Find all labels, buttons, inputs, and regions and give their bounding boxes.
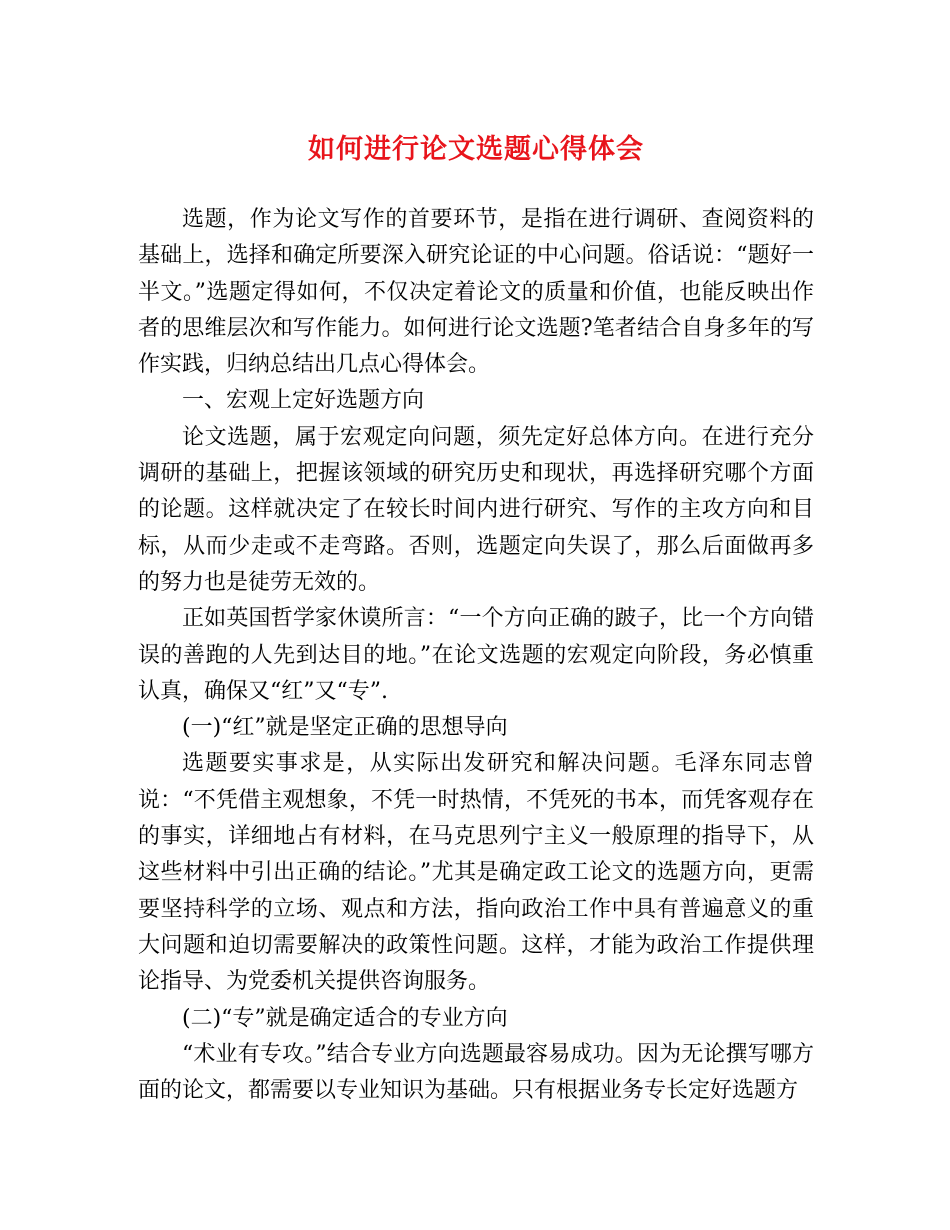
paragraph-professional: “术业有专攻。”结合专业方向选题最容易成功。因为无论撰写哪方面的论文，都需要以专业知识为基础。只有根据业务专长定好选题方 (138, 1041, 814, 1104)
paragraph-red: 选题要实事求是，从实际出发研究和解决问题。毛泽东同志曾说：“不凭借主观想象，不凭一时热情，不凭死的书本，而凭客观存在的事实，详细地占有材料，在马克思列宁主义一般原理的指导下，从这些材料中引出正确的结论。”尤其是确定政工论文的选题方向，更需要坚持科学的立场、观点和方法，指向政治工作中具有普遍意义的重大问题和迫切需要解决的政策性问题。这样，才能为政治工作提供理论指导、为党委机关提供咨询服务。 (138, 751, 814, 995)
document-title: 如何进行论文选题心得体会 (308, 134, 644, 165)
subsection-heading-red: (一)“红”就是坚定正确的思想导向 (182, 715, 508, 741)
paragraph-intro: 选题，作为论文写作的首要环节，是指在进行调研、查阅资料的基础上，选择和确定所要深入研究论证的中心问题。俗话说：“题好一半文。”选题定得如何，不仅决定着论文的质量和价值，也能反映出作者的思维层次和写作能力。如何进行论文选题?笔者结合自身多年的写作实践，归纳总结出几点心得体会。 (138, 207, 814, 378)
subsection-heading-professional: (二)“专”就是确定适合的专业方向 (182, 1005, 508, 1031)
paragraph-hume-quote: 正如英国哲学家休谟所言：“一个方向正确的跛子，比一个方向错误的善跑的人先到达目的地。”在论文选题的宏观定向阶段，务必慎重认真，确保又“红”又“专”. (138, 606, 814, 704)
paragraph-direction: 论文选题，属于宏观定向问题，须先定好总体方向。在进行充分调研的基础上，把握该领域的研究历史和现状，再选择研究哪个方面的论题。这样就决定了在较长时间内进行研究、写作的主攻方向和目标，从而少走或不走弯路。否则，选题定向失误了，那么后面做再多的努力也是徒劳无效的。 (138, 424, 814, 595)
document-body (138, 202, 814, 1109)
section-heading-1: 一、宏观上定好选题方向 (182, 388, 425, 414)
document-page (138, 0, 814, 1230)
